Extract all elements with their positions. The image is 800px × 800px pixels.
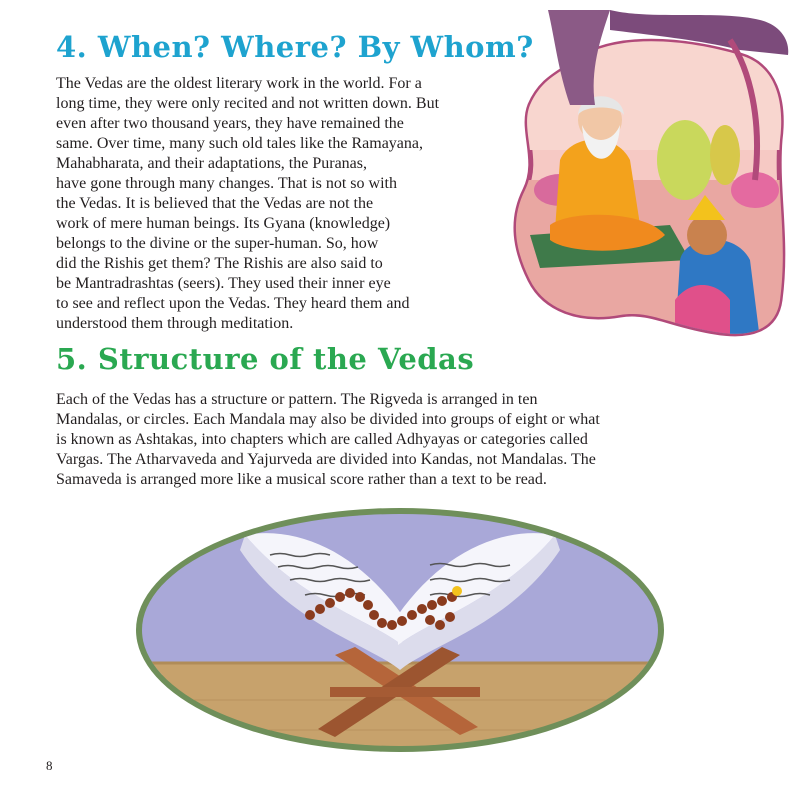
section-4-heading: 4. When? Where? By Whom? xyxy=(56,30,534,64)
sage-illustration xyxy=(500,10,790,340)
section-4-paragraph xyxy=(56,74,439,334)
text-line: is known as Ashtakas, into chapters which are called Adhyayas or categories called xyxy=(56,431,588,448)
text-line: the Vedas. It is believed that the Vedas are not the xyxy=(56,195,374,212)
text-line: understood them through meditation. xyxy=(56,315,294,332)
page-number: 8 xyxy=(46,758,53,773)
text-line: The Vedas are the oldest literary work in the world. For a xyxy=(56,75,422,92)
text-line: to see and reflect upon the Vedas. They heard them and xyxy=(56,295,410,312)
text-line: Mahabharata, and their adaptations, the Puranas, xyxy=(56,155,367,172)
text-line: Vargas. The Atharvaveda and Yajurveda are divided into Kandas, not Mandalas. The xyxy=(56,451,596,468)
text-line: same. Over time, many such old tales like the Ramayana, xyxy=(56,135,423,152)
text-line: long time, they were only recited and not written down. But xyxy=(56,95,440,112)
text-line: be Mantradrashtas (seers). They used their inner eye xyxy=(56,275,391,292)
text-line: have gone through many changes. That is not so with xyxy=(56,175,397,192)
text-line: Samaveda is arranged more like a musical score rather than a text to be read. xyxy=(56,471,547,488)
text-line: Mandalas, or circles. Each Mandala may also be divided into groups of eight or what xyxy=(56,411,600,428)
text-line: even after two thousand years, they have remained the xyxy=(56,115,404,132)
book-stand-illustration xyxy=(130,505,670,755)
text-line: did the Rishis get them? The Rishis are also said to xyxy=(56,255,383,272)
section-5-heading: 5. Structure of the Vedas xyxy=(56,342,475,376)
text-line: Each of the Vedas has a structure or pattern. The Rigveda is arranged in ten xyxy=(56,391,538,408)
text-line: work of mere human beings. Its Gyana (knowledge) xyxy=(56,215,391,232)
section-5-paragraph xyxy=(56,390,600,490)
text-line: belongs to the divine or the super-human. So, how xyxy=(56,235,379,252)
